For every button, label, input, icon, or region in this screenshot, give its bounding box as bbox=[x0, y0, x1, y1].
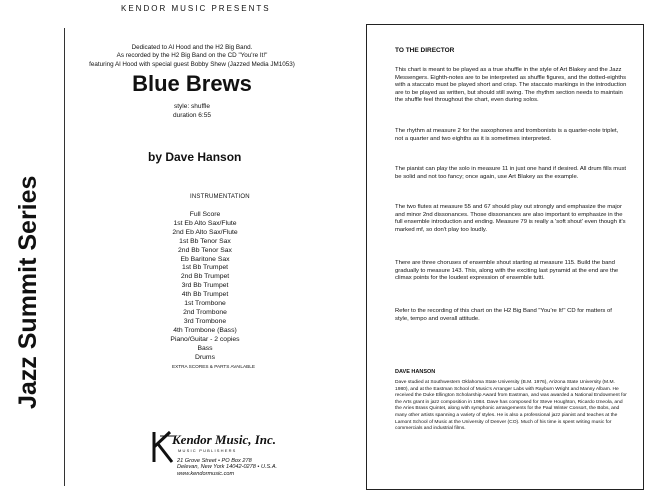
style-line: style: shuffle bbox=[173, 103, 210, 110]
instrument-item: 2nd Eb Alto Sax/Flute bbox=[172, 228, 238, 236]
instrument-item: 1st Eb Alto Sax/Flute bbox=[173, 219, 237, 227]
instrument-item: 3rd Bb Trumpet bbox=[181, 282, 229, 290]
extra-parts-note: EXTRA SCORES & PARTS AVAILABLE bbox=[172, 364, 256, 369]
bio-text: Dave studied at Southwestern Oklahoma State University (B.M. 1976), Arizona State University (M.M. 1980), and at the Eastman School of Music's Arranger Labs with Rayburn Wright and Manny Albam. He received the Duke Ellington Scholarship Award from Eastman, and was awarded a National Endowment for the Arts grant in jazz composition in 1984. Dave has composed for Steve Houghton, Ricardo Izneola, and the Aries Brass Quintet, along with symphonic arrangements for the Paul Winter Consort, the Bobs, and many other artists spanning a variety of styles. He is also a professional jazz pianist and teaches at the Lamont School of Music at the University of Denver (CO). Much of his time is spent writing music for commercials and industrial films. bbox=[395, 380, 627, 432]
instrument-item: Eb Baritone Sax bbox=[180, 255, 230, 263]
address-line: www.kendormusic.com bbox=[177, 470, 235, 477]
publisher-address bbox=[177, 458, 277, 477]
instrument-item: Drums bbox=[194, 353, 215, 361]
instrument-item: 1st Bb Trumpet bbox=[181, 264, 229, 272]
director-paragraph: This chart is meant to be played as a true shuffle in the style of Art Blakey and the Jazz Messengers. Eighth-notes are to be interpreted as shuffle figures, and the dotted-eighths with a staccato must be played short and crisp. The staccato markings in the introduction are to be played as written, but should still swing. The rhythm section needs to maintain the shuffle feel throughout the chart, even during solos. bbox=[395, 67, 627, 104]
logo-name: Kendor Music, Inc. bbox=[172, 432, 277, 447]
publisher-logo bbox=[150, 430, 320, 490]
director-paragraph: Refer to the recording of this chart on the H2 Big Band "You're It!" CD for matters of style, tempo and overall attitude. bbox=[395, 308, 612, 322]
instrument-item: 2nd Trombone bbox=[183, 308, 227, 316]
piece-title: Blue Brews bbox=[132, 71, 252, 96]
director-paragraph: There are three choruses of ensemble shout starting at measure 115. Build the band gradually to measure 143. This, along with the exciting last pyramid at the end are the climax points for the loudest expression of ensemble tutti. bbox=[395, 260, 619, 282]
instrument-item: Full Score bbox=[189, 211, 221, 218]
dedication-line: As recorded by the H2 Big Band on the CD "You're It!" bbox=[116, 52, 268, 60]
instrument-item: 1st Bb Tenor Sax bbox=[179, 237, 231, 245]
instrument-item: Piano/Guitar - 2 copies bbox=[170, 335, 240, 343]
dedication-line: featuring Al Hood with special guest Bobby Shew (Jazzed Media JM1053) bbox=[89, 60, 295, 68]
instrumentation-list bbox=[140, 211, 270, 362]
series-name: Jazz Summit Series bbox=[14, 175, 42, 409]
director-heading: TO THE DIRECTOR bbox=[395, 47, 455, 54]
instrument-item: 2nd Bb Trumpet bbox=[180, 273, 230, 281]
dedication bbox=[68, 44, 316, 69]
director-paragraph: The two flutes at measure 55 and 67 should play out strongly and emphasize the major and minor 2nd dissonances. Those dissonances are also important to emphasize in the full ensemble introduction and ending. Measure 79 is really a 'soft shout' even though it's marked mf, so don't play too loudly. bbox=[395, 204, 626, 233]
bio-heading: DAVE HANSON bbox=[395, 369, 436, 375]
instrument-item: 1st Trombone bbox=[184, 300, 226, 308]
instrument-item: 3rd Trombone bbox=[183, 317, 227, 325]
style-info bbox=[68, 103, 316, 120]
publisher-header: KENDOR MUSIC PRESENTS bbox=[121, 4, 271, 13]
instrument-item: 4th Trombone (Bass) bbox=[173, 326, 237, 334]
instrument-item: 4th Bb Trumpet bbox=[181, 291, 229, 299]
instrumentation-heading: INSTRUMENTATION bbox=[190, 194, 250, 200]
instrument-item: 2nd Bb Tenor Sax bbox=[178, 246, 232, 254]
composer: by Dave Hanson bbox=[148, 150, 242, 164]
logo-tagline: MUSIC PUBLISHERS bbox=[178, 448, 237, 453]
director-paragraph: The rhythm at measure 2 for the saxophones and trombonists is a quarter-note triplet, not a quarter and two eighths as it is sometimes interpreted. bbox=[395, 128, 619, 142]
address-line: 21 Grove Street • PO Box 278 bbox=[177, 458, 252, 464]
address-line: Delevan, New York 14042-0278 • U.S.A. bbox=[177, 464, 278, 471]
instrument-item: Bass bbox=[197, 344, 213, 352]
duration-line: duration 6:55 bbox=[173, 111, 211, 119]
director-paragraph: The pianist can play the solo in measure 11 in just one hand if desired. All drum fills must be solid and not too fancy; once again, use Art Blakey as the example. bbox=[395, 166, 627, 180]
dedication-line: Dedicated to Al Hood and the H2 Big Band. bbox=[131, 44, 253, 51]
